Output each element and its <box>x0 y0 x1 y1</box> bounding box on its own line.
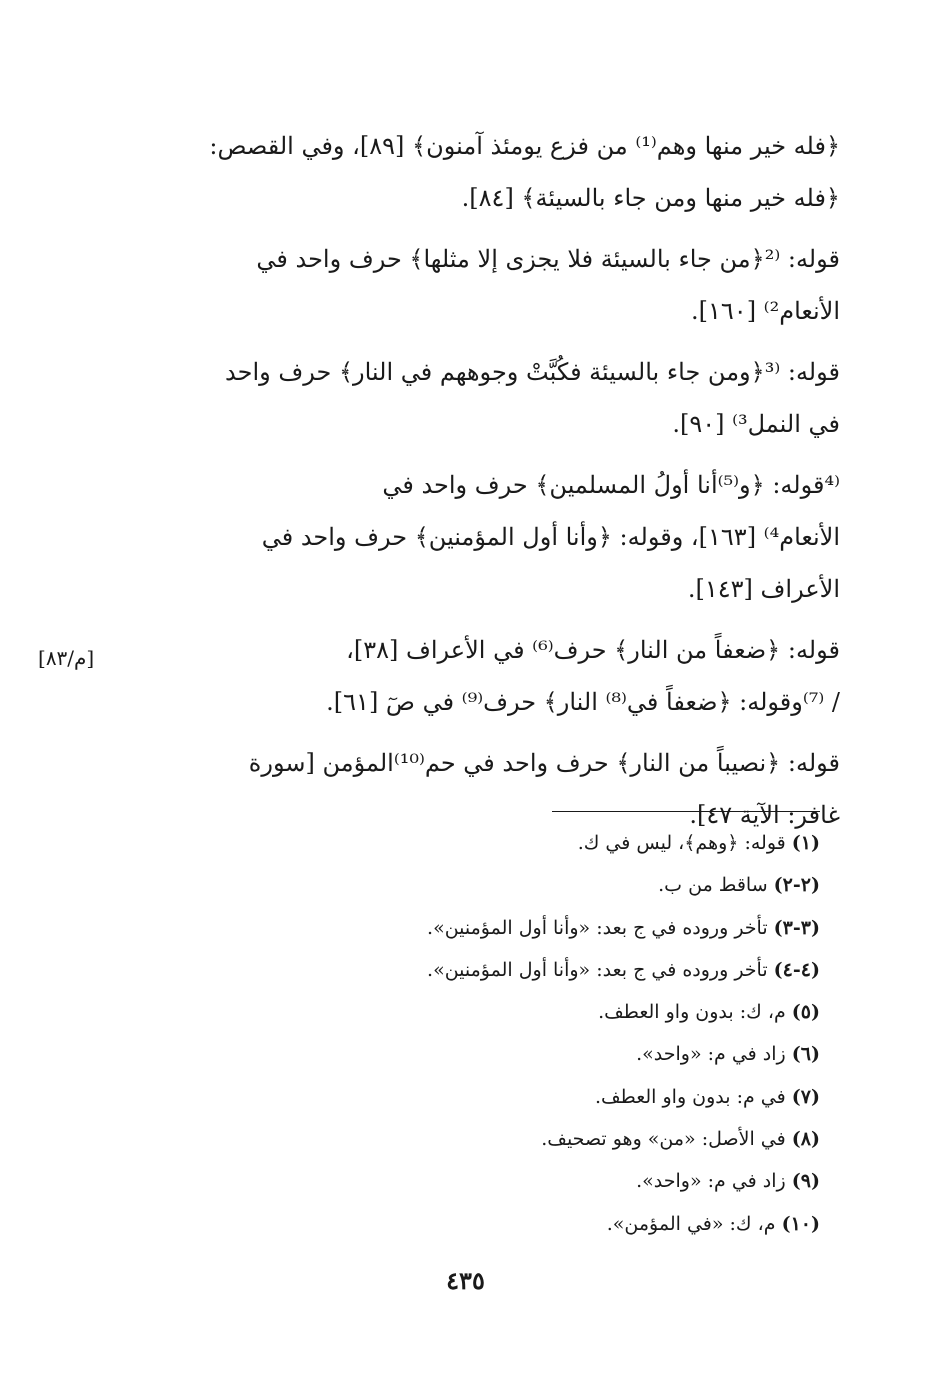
paragraph-2-line-1: قوله: ⁽²﴿من جاء بالسيئة فلا يجزى إلا مثلها﴾ حرف واحد في <box>256 245 840 273</box>
footnote-number: (٨) <box>791 1128 820 1151</box>
paragraph-6-line-2: غافر: الآية ٤٧]. <box>689 801 840 829</box>
paragraph-3 <box>128 346 840 450</box>
footnote-item <box>320 822 820 864</box>
paragraph-5 <box>128 624 840 728</box>
paragraph-4-line-1: ⁽⁴قوله: ﴿و⁽⁵⁾أنا أولُ المسلمين﴾ حرف واحد في <box>382 471 840 499</box>
page-number: ٤٣٥ <box>446 1266 485 1295</box>
footnote-number: (٧) <box>791 1085 820 1108</box>
footnote-item <box>320 864 820 906</box>
footnote-separator <box>552 811 820 812</box>
paragraph-5-line-2: / ⁽⁷⁾وقوله: ﴿ضعفاً في⁽⁸⁾ النار﴾ حرف⁽⁹⁾ في صٓ [٦١]. <box>326 688 840 716</box>
paragraph-2-line-2: الأنعام²⁾ [١٦٠]. <box>691 297 840 325</box>
footnote-item <box>320 1033 820 1075</box>
paragraph-6-line-1: قوله: ﴿نصيباً من النار﴾ حرف واحد في حم⁽¹⁰⁾المؤمن [سورة <box>248 749 840 777</box>
footnote-text: م، ك: بدون واو العطف. <box>598 1001 786 1024</box>
paragraph-1 <box>128 120 840 224</box>
footnote-text: تأخر وروده في ج بعد: «وأنا أول المؤمنين». <box>427 958 768 981</box>
footnote-number: (٢-٢) <box>773 874 820 897</box>
footnote-item <box>320 949 820 991</box>
footnote-item <box>320 907 820 949</box>
footnote-text: م، ك: «في المؤمن». <box>606 1212 776 1235</box>
footnote-number: (٥) <box>791 1001 820 1024</box>
paragraph-4-line-3: الأعراف [١٤٣]. <box>687 575 840 603</box>
paragraph-3-line-1: قوله: ⁽³﴿ومن جاء بالسيئة فكُبَّتْ وجوههم في النار﴾ حرف واحد <box>225 358 840 386</box>
footnote-text: زاد في م: «واحد». <box>636 1043 786 1066</box>
main-text <box>128 120 840 850</box>
footnote-item <box>320 1076 820 1118</box>
footnote-number: (٩) <box>791 1170 820 1193</box>
paragraph-4-line-2: الأنعام⁴⁾ [١٦٣]، وقوله: ﴿وأنا أول المؤمنين﴾ حرف واحد في <box>261 523 840 551</box>
footnote-number: (٣-٣) <box>773 916 820 939</box>
footnote-number: (١٠) <box>781 1212 820 1235</box>
footnote-text: تأخر وروده في ج بعد: «وأنا أول المؤمنين». <box>427 916 768 939</box>
footnotes <box>320 822 820 1245</box>
footnote-number: (٤-٤) <box>773 958 820 981</box>
footnote-number: (١) <box>791 832 820 854</box>
paragraph-2 <box>128 233 840 337</box>
paragraph-3-line-2: في النمل³⁾ [٩٠]. <box>672 410 840 438</box>
footnote-item <box>320 1160 820 1202</box>
paragraph-4 <box>128 459 840 615</box>
paragraph-1-line-2: ﴿فله خير منها ومن جاء بالسيئة﴾ [٨٤]. <box>461 184 840 212</box>
footnote-text: ساقط من ب. <box>658 874 768 897</box>
footnote-item <box>320 991 820 1033</box>
footnote-item <box>320 1203 820 1245</box>
paragraph-5-line-1: قوله: ﴿ضعفاً من النار﴾ حرف⁽⁶⁾ في الأعراف [٣٨]، <box>346 636 840 664</box>
footnote-item <box>320 1118 820 1160</box>
margin-manuscript-reference: [م/٨٣] <box>38 646 95 670</box>
paragraph-1-line-1: ﴿فله خير منها وهم⁽¹⁾ من فزع يومئذ آمنون﴾ [٨٩]، وفي القصص: <box>209 132 840 160</box>
footnote-text: في م: بدون واو العطف. <box>594 1085 786 1108</box>
footnote-number: (٦) <box>791 1043 820 1066</box>
footnote-text: في الأصل: «من» وهو تصحيف. <box>541 1128 786 1151</box>
footnote-text: زاد في م: «واحد». <box>636 1170 786 1193</box>
footnote-text: قوله: ﴿وهم﴾، ليس في ك. <box>577 832 786 854</box>
